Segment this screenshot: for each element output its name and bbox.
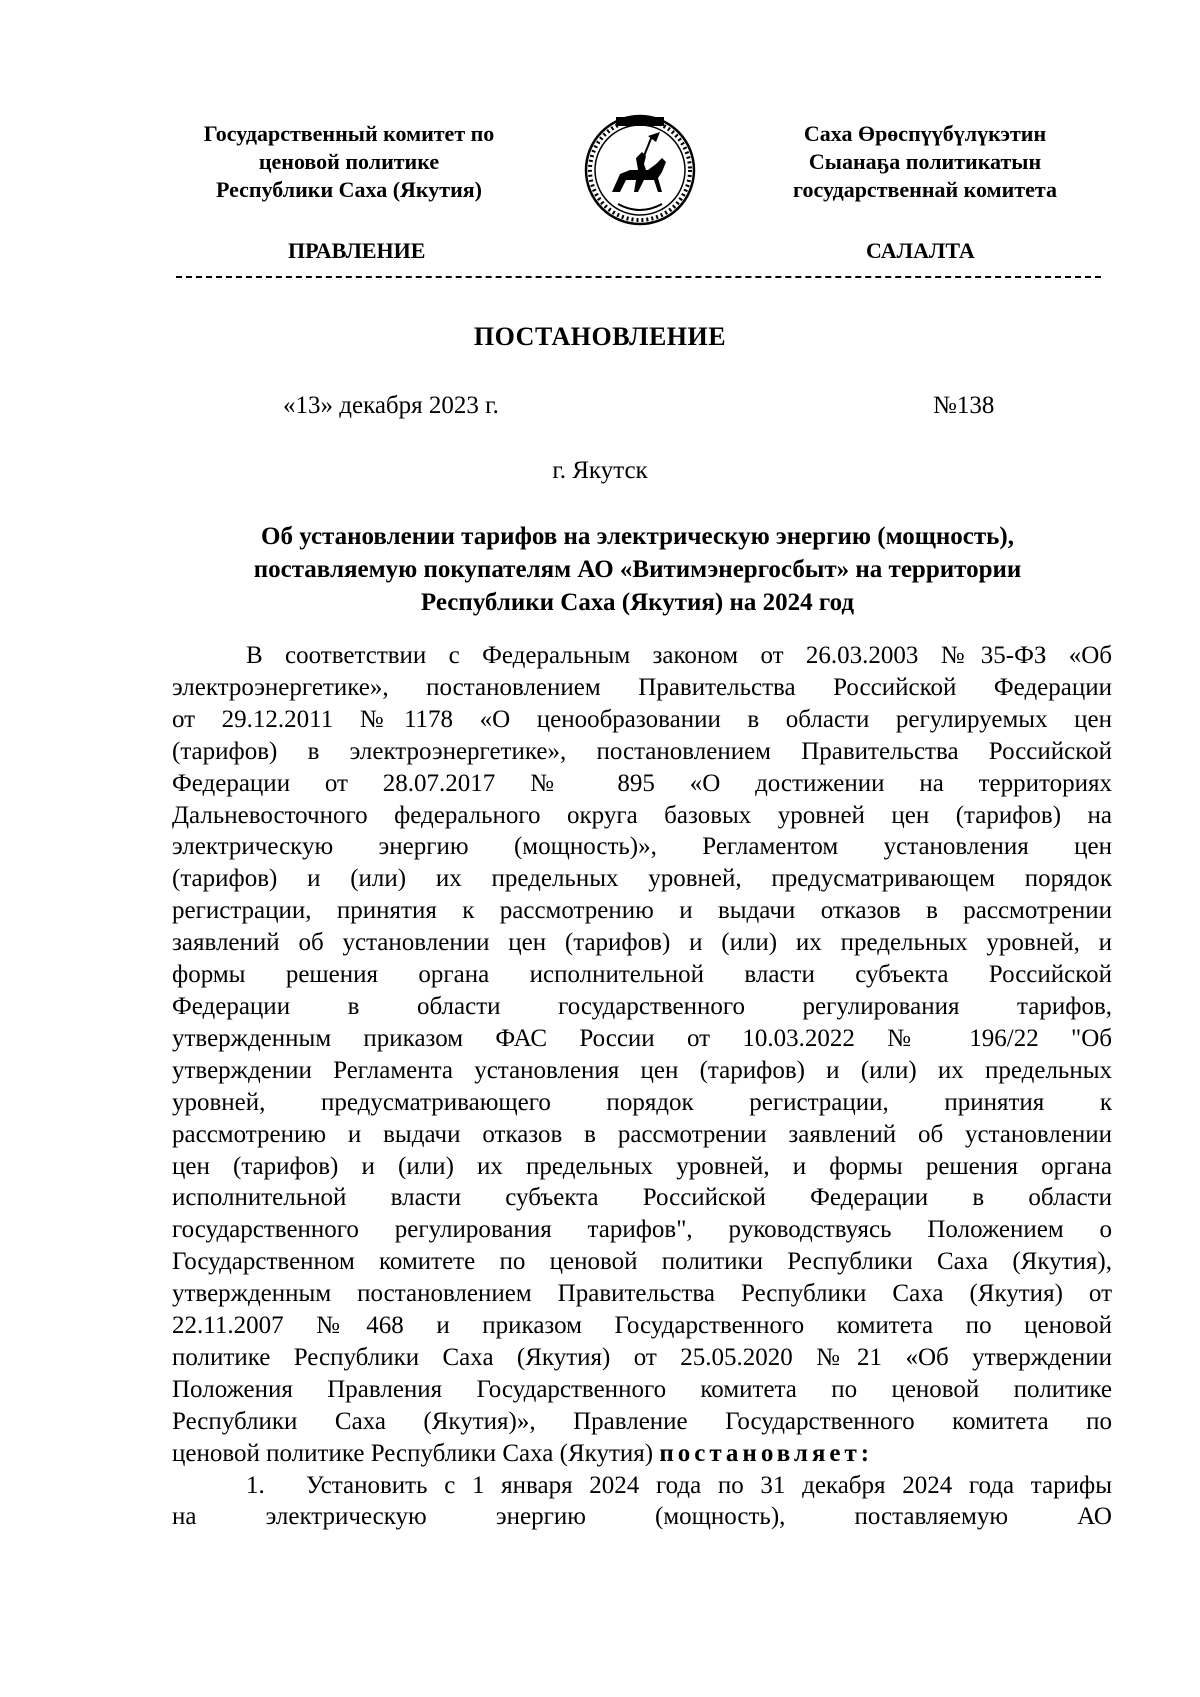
header-left-line: Республики Саха (Якутия) (215, 177, 483, 202)
body-line: Государственном комитете по ценовой политики Республики Саха (Якутия), (172, 1248, 1112, 1276)
body-line: Положения Правления Государственного комитета по ценовой политике (172, 1375, 1112, 1403)
body-line-resolution (172, 1438, 1112, 1470)
subject-line: Республики Саха (Якутия) на 2024 год (420, 589, 855, 616)
coat-of-arms-emblem-icon (582, 112, 698, 228)
header-right-subtitle: САЛАЛТА (866, 238, 975, 263)
subject-line: Об установлении тарифов на электрическую энергию (мощность), (261, 523, 1014, 550)
document-title: ПОСТАНОВЛЕНИЕ (473, 322, 727, 351)
body-line: формы решения органа исполнительной власти субъекта Российской (172, 961, 1112, 989)
document-city: г. Якутск (552, 457, 648, 484)
body-line: электрическую энергию (мощность)», Регламентом установления цен (172, 833, 1112, 861)
item-1-continuation: на электрическую энергию (мощность), поставляемую АО (172, 1503, 1112, 1531)
body-line: регистрации, принятия к рассмотрению и выдачи отказов в рассмотрении (172, 897, 1112, 925)
body-line: Федерации в области государственного регулирования тарифов, (172, 992, 1112, 1020)
body-line: Дальневосточного федерального округа базовых уровней цен (тарифов) на (172, 801, 1112, 829)
header-left-subtitle: ПРАВЛЕНИЕ (288, 238, 426, 263)
item-1-number: 1. (246, 1471, 265, 1499)
body-line: политике Республики Саха (Якутия) от 25.05.2020 №21 «Об утверждении (172, 1343, 1112, 1371)
body-line: 22.11.2007 №468 и приказом Государственного комитета по ценовой (172, 1312, 1112, 1340)
body-line: В соответствии с Федеральным законом от 26.03.2003 №35-ФЗ «Об (246, 642, 1112, 669)
header-right-yakut (748, 120, 1102, 204)
body-line: Федерации от 28.07.2017 № 895 «О достижении на территориях (172, 769, 1112, 797)
document-date: «13» декабря 2023 г. (283, 392, 499, 419)
document-body (172, 640, 1112, 1533)
body-line: государственного регулирования тарифов", руководствуясь Положением о (172, 1216, 1112, 1244)
body-line: Республики Саха (Якутия)», Правление Государственного комитета по (172, 1407, 1112, 1435)
body-line: уровней, предусматривающего порядок регистрации, принятия к (172, 1088, 1112, 1116)
resolution-prefix: ценовой политике Республики Саха (Якутия) (172, 1439, 654, 1467)
body-line: утвержденным приказом ФАС России от 10.03.2022 № 196/22 "Об (172, 1024, 1112, 1052)
resolution-keyword: постановляет: (659, 1439, 874, 1467)
document-subject (170, 520, 1105, 619)
header-left-line: Государственный комитет по (203, 121, 495, 146)
body-line: утвержденным постановлением Правительства Республики Саха (Якутия) от (172, 1280, 1112, 1308)
dashed-divider (176, 276, 1101, 278)
body-line: (тарифов) и (или) их предельных уровней, предусматривающем порядок (172, 865, 1112, 893)
body-line: от 29.12.2011 №1178 «О ценообразовании в области регулируемых цен (172, 705, 1112, 733)
header-right-line: Саха Өрөспүүбүлүкэтин (803, 121, 1047, 146)
document-number: №138 (933, 392, 995, 419)
body-line: заявлений об установлении цен (тарифов) и (или) их предельных уровней, и (172, 929, 1112, 957)
header-left-russian (170, 120, 528, 204)
header-right-line: государственнай комитета (793, 177, 1057, 202)
header-left-line: ценовой политике (258, 149, 440, 174)
subject-line: поставляемую покупателям АО «Витимэнергосбыт» на территории (253, 556, 1022, 583)
body-line: электроэнергетике», постановлением Правительства Российской Федерации (172, 673, 1112, 701)
item-1-text: Установить с 1 января 2024 года по 31 декабря 2024 года тарифы (306, 1471, 1112, 1499)
body-line: рассмотрению и выдачи отказов в рассмотрении заявлений об установлении (172, 1120, 1112, 1148)
header-right-line: Сыанаҕа политикатын (808, 149, 1042, 174)
body-line: исполнительной власти субъекта Российской Федерации в области (172, 1184, 1112, 1212)
body-line: цен (тарифов) и (или) их предельных уровней, и формы решения органа (172, 1152, 1112, 1180)
body-line: утверждении Регламента установления цен (тарифов) и (или) их предельных (172, 1056, 1112, 1084)
item-1-line (172, 1470, 1112, 1502)
body-line: (тарифов) в электроэнергетике», постановлением Правительства Российской (172, 737, 1112, 765)
